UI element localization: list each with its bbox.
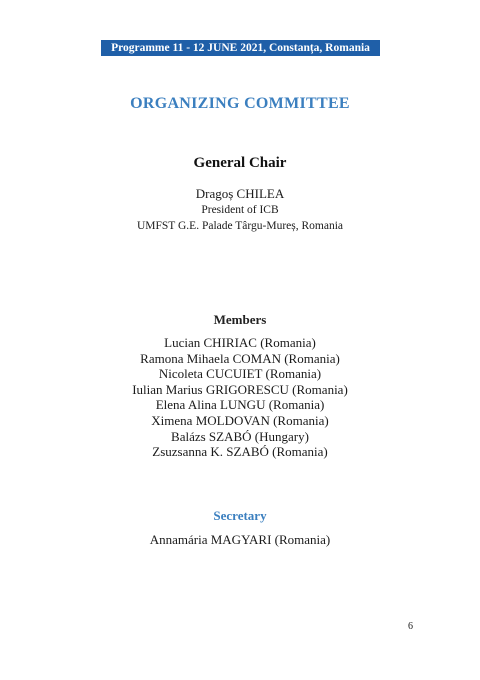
members-list (0, 335, 480, 460)
general-chair-role: President of ICB (201, 204, 279, 216)
secretary-heading: Secretary (213, 508, 267, 523)
member-item: Ramona Mihaela COMAN (Romania) (140, 350, 340, 366)
general-chair-name: Dragoș CHILEA (195, 186, 285, 201)
member-item: Ximena MOLDOVAN (Romania) (151, 412, 329, 428)
secretary-name: Annamária MAGYARI (Romania) (149, 532, 331, 547)
member-item: Iulian Marius GRIGORESCU (Romania) (132, 381, 348, 397)
general-chair-heading: General Chair (193, 155, 287, 171)
general-chair-affiliation: UMFST G.E. Palade Târgu-Mureș, Romania (136, 220, 344, 232)
page-title: ORGANIZING COMMITTEE (130, 95, 350, 112)
member-item: Balázs SZABÓ (Hungary) (171, 428, 309, 444)
members-heading: Members (213, 312, 267, 327)
member-item: Zsuzsanna K. SZABÓ (Romania) (152, 444, 328, 460)
header-band: Programme 11 - 12 JUNE 2021, Constanța, Romania (101, 40, 380, 56)
page-number: 6 (408, 621, 413, 632)
member-item: Nicoleta CUCUIET (Romania) (158, 366, 322, 382)
member-item: Lucian CHIRIAC (Romania) (164, 335, 316, 350)
member-item: Elena Alina LUNGU (Romania) (155, 397, 325, 413)
